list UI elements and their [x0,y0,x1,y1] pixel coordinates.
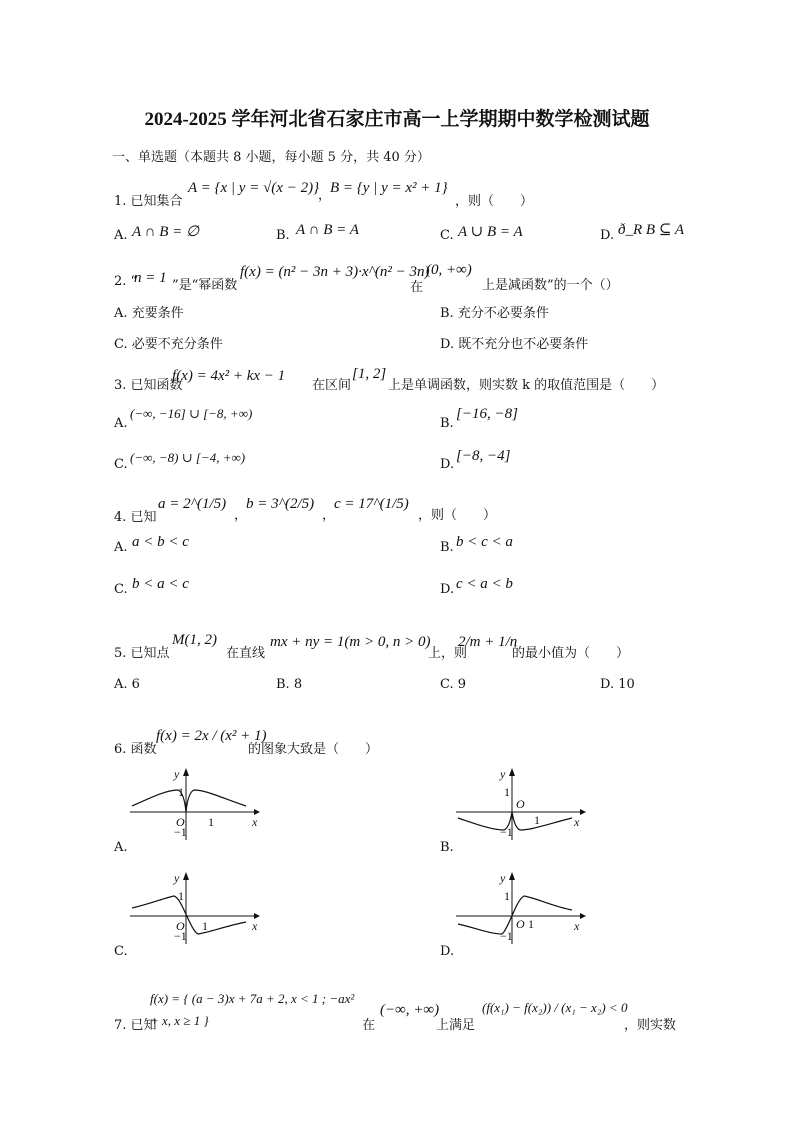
q4-comma-2: ， [322,508,336,523]
q5-on-line: 在直线 [226,646,266,661]
q1-option-c: A ∪ B = A [458,224,523,240]
q5-stem: 5. 已知点 [114,646,170,661]
q6-graph-c [130,872,260,944]
q6-a-y-label: y [174,767,180,781]
q1-option-d-label: D. [600,228,615,243]
q6-option-d-label: D. [440,944,455,959]
q6-d-y-neg: −1 [500,929,513,943]
q6-stem: 6. 函数 [114,742,157,757]
q6-graph-d [456,872,586,944]
q4-option-b-label: B. [440,540,454,555]
q1-option-d: ð_R B ⊆ A [618,222,685,238]
q3-option-d: [−8, −4] [456,448,511,464]
q4-option-d: c < a < b [456,576,513,592]
q7-satisfies: 上满足 [436,1018,476,1033]
q2-stem-mid: ”是“幂函数 [172,278,238,293]
q7-tail: ，则实数 [624,1018,677,1033]
q5-tail: 的最小值为（ ） [512,646,630,661]
q4-c: c = 17^(1/5) [334,496,409,512]
q6-b-y-label: y [500,767,506,781]
q7-in: 在 [362,1018,376,1033]
q6-tail: 的图象大致是（ ） [248,742,379,757]
q6-b-x-one: 1 [534,813,540,827]
q6-function: f(x) = 2x / (x² + 1) [156,728,267,744]
q6-d-y-label: y [500,871,506,885]
section-heading: 一、单选题（本题共 8 小题，每小题 5 分，共 40 分） [112,150,430,165]
q4-option-a-label: A. [114,540,128,555]
q4-tail: ，则（ ） [418,508,497,523]
q3-option-c-label: C. [114,457,128,472]
q6-d-x-one: 1 [528,917,534,931]
q1-option-a-label: A. [114,228,128,243]
q2-option-a: A. 充要条件 [114,306,184,321]
q5-option-a: A. 6 [114,677,140,692]
q6-b-y-one: 1 [504,785,510,799]
q6-c-y-neg: −1 [174,929,187,943]
q6-c-x-label: x [252,919,258,933]
q7-interval: (−∞, +∞) [380,1002,440,1018]
q6-d-x-label: x [574,919,580,933]
q1-option-c-label: C. [440,228,454,243]
q3-option-a: (−∞, −16] ∪ [−8, +∞) [130,406,253,421]
q6-a-y-neg: −1 [174,825,187,839]
q3-option-c: (−∞, −8) ∪ [−4, +∞) [130,450,246,465]
q2-interval: (0, +∞) [426,262,472,278]
q2-option-c: C. 必要不充分条件 [114,337,223,352]
q4-option-b: b < c < a [456,534,513,550]
q6-option-b-label: B. [440,840,454,855]
q6-graph-b [456,768,586,840]
q4-option-c: b < a < c [132,576,189,592]
q5-option-b: B. 8 [276,677,303,692]
q6-c-x-one: 1 [202,919,208,933]
q2-power-function: f(x) = (n² − 3n + 3)·x^(n² − 3n) [240,264,430,280]
q1-option-a: A ∩ B = ∅ [132,224,200,240]
q5-then: 上，则 [428,646,468,661]
q2-in: 在 [410,280,424,295]
q6-c-y-one: 1 [178,889,184,903]
q4-option-a: a < b < c [132,534,189,550]
q5-point: M(1, 2) [172,632,217,648]
q3-option-b-label: B. [440,416,454,431]
q5-option-c: C. 9 [440,677,467,692]
q2-stem-start: 2. “ [114,274,138,289]
q6-d-y-one: 1 [504,889,510,903]
q5-expression: 2/m + 1/n [458,634,518,650]
q3-option-b: [−16, −8] [456,406,518,422]
q4-b: b = 3^(2/5) [246,496,315,512]
q1-set-a: A = {x | y = √(x − 2)} [188,180,320,196]
q6-b-y-neg: −1 [500,825,513,839]
q1-tail: ，则（ ） [455,194,534,209]
q6-d-origin: O [516,917,525,931]
q4-option-d-label: D. [440,582,455,597]
q6-option-c-label: C. [114,944,128,959]
q4-option-c-label: C. [114,582,128,597]
q7-piecewise-function: f(x) = { (a − 3)x + 7a + 2, x < 1 ; −ax² + x, x ≥ 1 } [150,991,355,1028]
q6-graph-a [130,768,260,840]
q5-line: mx + ny = 1(m > 0, n > 0) [270,634,431,650]
q6-a-x-one: 1 [208,815,214,829]
q1-stem: 1. 已知集合 [114,194,183,209]
q3-tail: 上是单调函数，则实数 k 的取值范围是（ ） [388,378,665,393]
q6-option-a-label: A. [114,840,128,855]
q1-option-b: A ∩ B = A [296,222,359,238]
q6-a-x-label: x [252,815,258,829]
q4-comma-1: ， [234,508,248,523]
q1-comma: ， [318,188,332,203]
q3-option-a-label: A. [114,416,128,431]
q3-option-d-label: D. [440,457,455,472]
q1-option-b-label: B. [276,228,290,243]
q6-a-y-one: 1 [178,785,184,799]
q4-a: a = 2^(1/5) [158,496,227,512]
q2-tail: 上是减函数”的一个（） [482,278,619,293]
q7-condition: (f(x₁) − f(x₂)) / (x₁ − x₂) < 0 [482,1000,628,1015]
q4-stem: 4. 已知 [114,510,157,525]
q2-option-d: D. 既不充分也不必要条件 [440,337,589,352]
q3-stem: 3. 已知函数 [114,378,183,393]
q6-c-y-label: y [174,871,180,885]
q2-condition: n = 1 [134,270,167,286]
q1-set-b: B = {y | y = x² + 1} [330,180,448,196]
q7-stem: 7. 已知 [114,1018,157,1033]
q6-a-origin: O [176,815,185,829]
q2-option-b: B. 充分不必要条件 [440,306,549,321]
q6-c-origin: O [176,919,185,933]
page-title: 2024-2025 学年河北省石家庄市高一上学期期中数学检测试题 [144,109,650,130]
q6-b-x-label: x [574,815,580,829]
q5-option-d: D. 10 [600,677,635,692]
q3-function: f(x) = 4x² + kx − 1 [172,368,286,384]
q6-b-origin: O [516,797,525,811]
q3-interval: [1, 2] [352,366,387,382]
q3-in-interval: 在区间 [312,378,352,393]
